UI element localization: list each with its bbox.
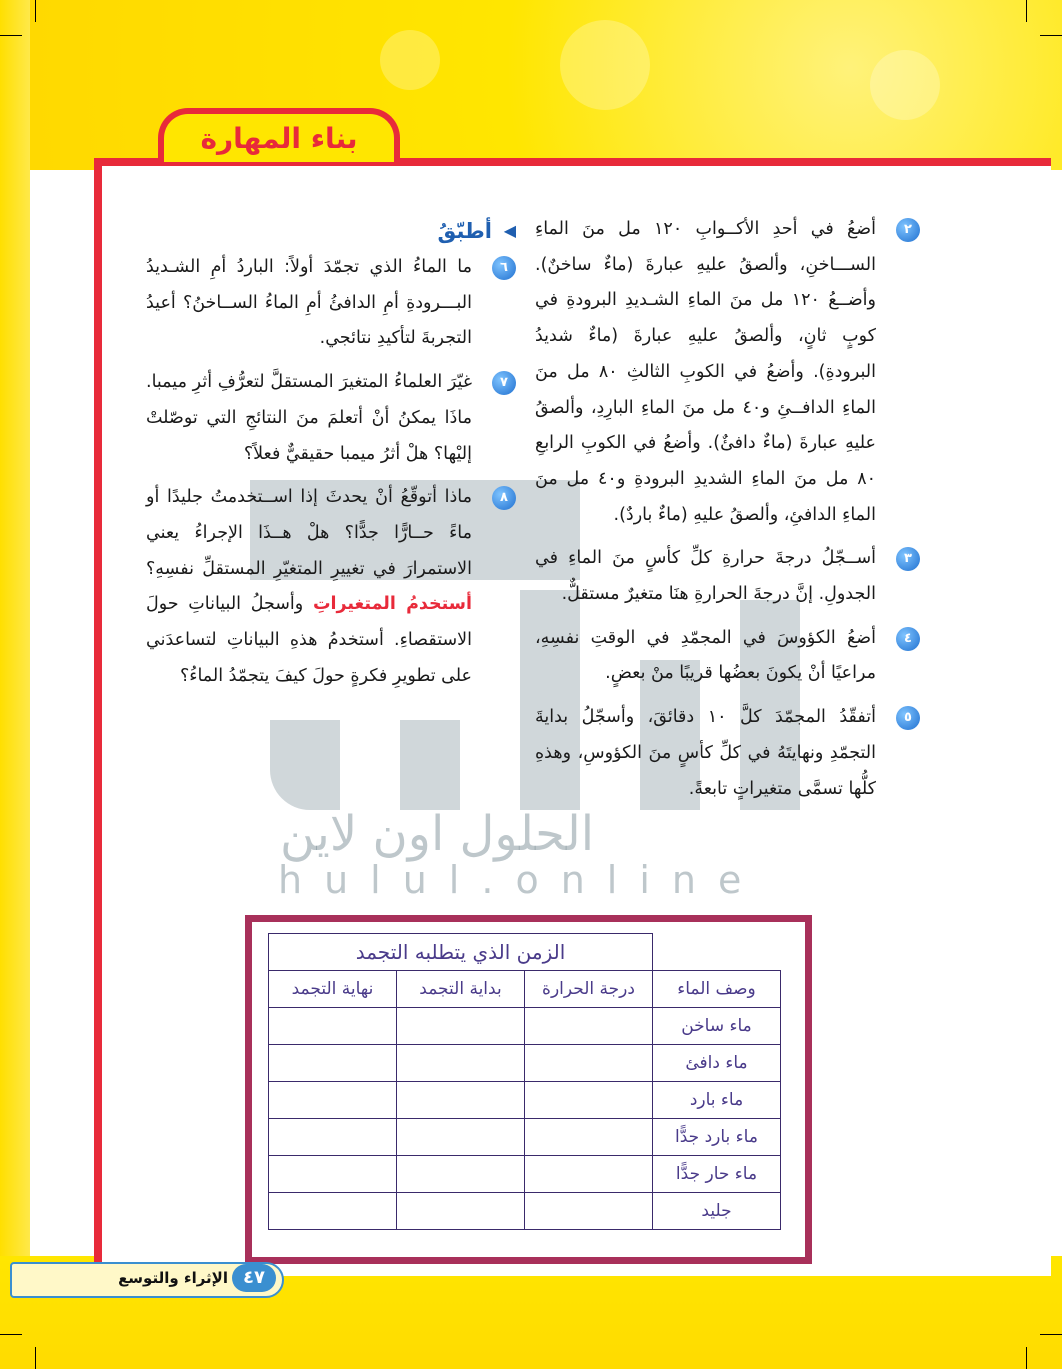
crop-mark: [0, 35, 22, 36]
question-number-badge: ٧: [492, 371, 516, 395]
input-cell[interactable]: [525, 1045, 653, 1082]
step-item: [535, 541, 920, 612]
step-text: أســجّلُ درجةَ حرارةِ كلِّ كأسٍ منَ الماءِ في الجدولِ. إنَّ درجةَ الحرارةِ هنَا متغيرٌ مستقلٌّ.: [535, 548, 876, 605]
question-number-badge: ٦: [492, 256, 516, 280]
input-cell[interactable]: [397, 1045, 525, 1082]
decorative-bubble: [560, 20, 650, 110]
crop-mark: [0, 1334, 22, 1335]
crop-mark: [1040, 1334, 1062, 1335]
row-label-cell: ماء ساخن: [653, 1008, 781, 1045]
table-row: [269, 1008, 781, 1045]
crop-mark: [1026, 1347, 1027, 1369]
question-item: [146, 365, 516, 472]
crop-mark: [1040, 35, 1062, 36]
watermark-shape: [270, 720, 340, 810]
column-header: نهاية التجمد: [269, 971, 397, 1008]
decorative-bubble: [870, 50, 940, 120]
input-cell[interactable]: [397, 1156, 525, 1193]
step-text: أتفقّدُ المجمّدَ كلَّ ١٠ دقائقَ، وأسجّلُ بدايةَ التجمّدِ ونهايتَهُ في كلِّ كأسٍ منَ الكؤوسِ، وهذهِ كلُّها تسمَّى متغيراتٍ تابعةً.: [535, 707, 876, 799]
input-cell[interactable]: [525, 1082, 653, 1119]
row-label-cell: ماء حار جدًّا: [653, 1156, 781, 1193]
question-number-badge: ٨: [492, 486, 516, 510]
page-number: ٤٧: [232, 1264, 276, 1292]
step-number-badge: ٢: [896, 218, 920, 242]
step-text: أضعُ الكؤوسَ في المجمّدِ في الوقتِ نفسِهِ، مراعيًا أنْ يكونَ بعضُها قريبًا منْ بعضٍ.: [535, 627, 876, 684]
question-text: غيّرَ العلماءُ المتغيرَ المستقلَّ لتعرُّفِ أثرِ ميمبا. ماذَا يمكنُ أنْ أتعلمَ منَ النتائجِ التي توصّلتْ إليْها؟ هلْ أثرُ ميمبا حقيقيٌّ فعلاً؟: [146, 372, 472, 464]
left-decorative-strip: [0, 0, 30, 1369]
input-cell[interactable]: [525, 1156, 653, 1193]
section-header-tab: [158, 108, 400, 162]
left-column: [146, 212, 516, 702]
section-title: بناء المهارة: [200, 121, 358, 155]
footer-section-label: الإثراء والتوسع: [118, 1269, 228, 1287]
empty-header-cell: [653, 934, 781, 971]
question-item: [146, 480, 516, 694]
table-header-row: [269, 934, 781, 971]
input-cell[interactable]: [525, 1008, 653, 1045]
input-cell[interactable]: [397, 1008, 525, 1045]
table-row: [269, 1156, 781, 1193]
input-cell[interactable]: [525, 1193, 653, 1230]
row-label-cell: ماء بارد جدًّا: [653, 1119, 781, 1156]
question-text: ماذا أتوقّعُ أنْ يحدثَ إذا اســتخدمتُ جليدًا أو ماءً حــارًّا جدًّا؟ هلْ هــذَا الإجراءُ يعني الاستمرارَ في تغييرِ المتغيّرِ المستقلِّ نفسِهِ؟: [146, 487, 472, 579]
step-text: أضعُ في أحدِ الأكــوابِ ١٢٠ مل منَ الماءِ الســـاخنِ، وألصقُ عليهِ عبارةَ (ماءٌ ساخنٌ). وأضــعُ ١٢٠ مل منَ الماءِ الشـديدِ البرودةِ في كوبٍ ثانٍ، وألصقُ عليهِ عبارةَ (ماءٌ شديدُ البرودةِ). وأضعُ في الكوبِ الثالثِ ٨٠ مل منَ الماءِ الدافــئِ و٤٠ مل منَ الماءِ البارِدِ، وألصقُ عليهِ عبارةَ (ماءٌ دافئٌ). وأضعُ في الكوبِ الرابعِ ٨٠ مل منَ الماءِ الشديدِ البرودةِ و٤٠ مل منَ الماءِ الدافئِ، وألصقُ عليهِ (ماءٌ باردٌ).: [535, 219, 876, 525]
input-cell[interactable]: [269, 1045, 397, 1082]
input-cell[interactable]: [269, 1119, 397, 1156]
input-cell[interactable]: [525, 1119, 653, 1156]
question-text: ما الماءُ الذي تجمّدَ أولاً: الباردُ أمِ الشـديدُ البـــرودةِ أمِ الدافئُ أمِ الماءُ الســاخنُ؟ أعيدُ التجربةَ لتأكيدِ نتائجي.: [146, 257, 472, 349]
group-header-cell: الزمن الذي يتطلبه التجمد: [269, 934, 653, 971]
watermark-shape: [400, 720, 460, 810]
table-row: [269, 1193, 781, 1230]
row-label-cell: جليد: [653, 1193, 781, 1230]
step-number-badge: ٤: [896, 627, 920, 651]
question-item: [146, 250, 516, 357]
table-row: [269, 1082, 781, 1119]
apply-heading: [146, 212, 516, 250]
row-label-cell: ماء بارد: [653, 1082, 781, 1119]
row-label-cell: ماء دافئ: [653, 1045, 781, 1082]
input-cell[interactable]: [269, 1156, 397, 1193]
input-cell[interactable]: [269, 1008, 397, 1045]
apply-heading-text: أطبّقُ: [437, 219, 492, 243]
watermark-latin-text: hulul.online: [278, 858, 764, 902]
column-header: وصف الماء: [653, 971, 781, 1008]
freezing-data-table: [268, 933, 781, 1230]
input-cell[interactable]: [397, 1119, 525, 1156]
table-header-row: [269, 971, 781, 1008]
input-cell[interactable]: [397, 1193, 525, 1230]
step-number-badge: ٣: [896, 547, 920, 571]
right-column: [535, 212, 920, 815]
watermark-arabic-text: الحلول اون لاين: [280, 806, 595, 862]
step-item: [535, 700, 920, 807]
input-cell[interactable]: [269, 1193, 397, 1230]
question-text-continued: وأسجلُ البياناتِ حولَ الاستقصاءِ. أستخدمُ هذهِ البياناتِ لتساعدَني على تطويرِ فكرةٍ حولَ كيفَ يتجمّدُ الماءُ؟: [146, 594, 472, 686]
crop-mark: [1026, 0, 1027, 22]
input-cell[interactable]: [269, 1082, 397, 1119]
decorative-bubble: [380, 30, 440, 90]
step-item: [535, 212, 920, 533]
crop-mark: [35, 1347, 36, 1369]
step-number-badge: ٥: [896, 706, 920, 730]
step-item: [535, 621, 920, 692]
column-header: درجة الحرارة: [525, 971, 653, 1008]
column-header: بداية التجمد: [397, 971, 525, 1008]
input-cell[interactable]: [397, 1082, 525, 1119]
highlight-skill-text: أستخدمُ المتغيراتِ: [312, 594, 472, 615]
table-row: [269, 1119, 781, 1156]
crop-mark: [35, 0, 36, 22]
triangle-arrow-icon: ◀: [503, 221, 516, 240]
table-row: [269, 1045, 781, 1082]
